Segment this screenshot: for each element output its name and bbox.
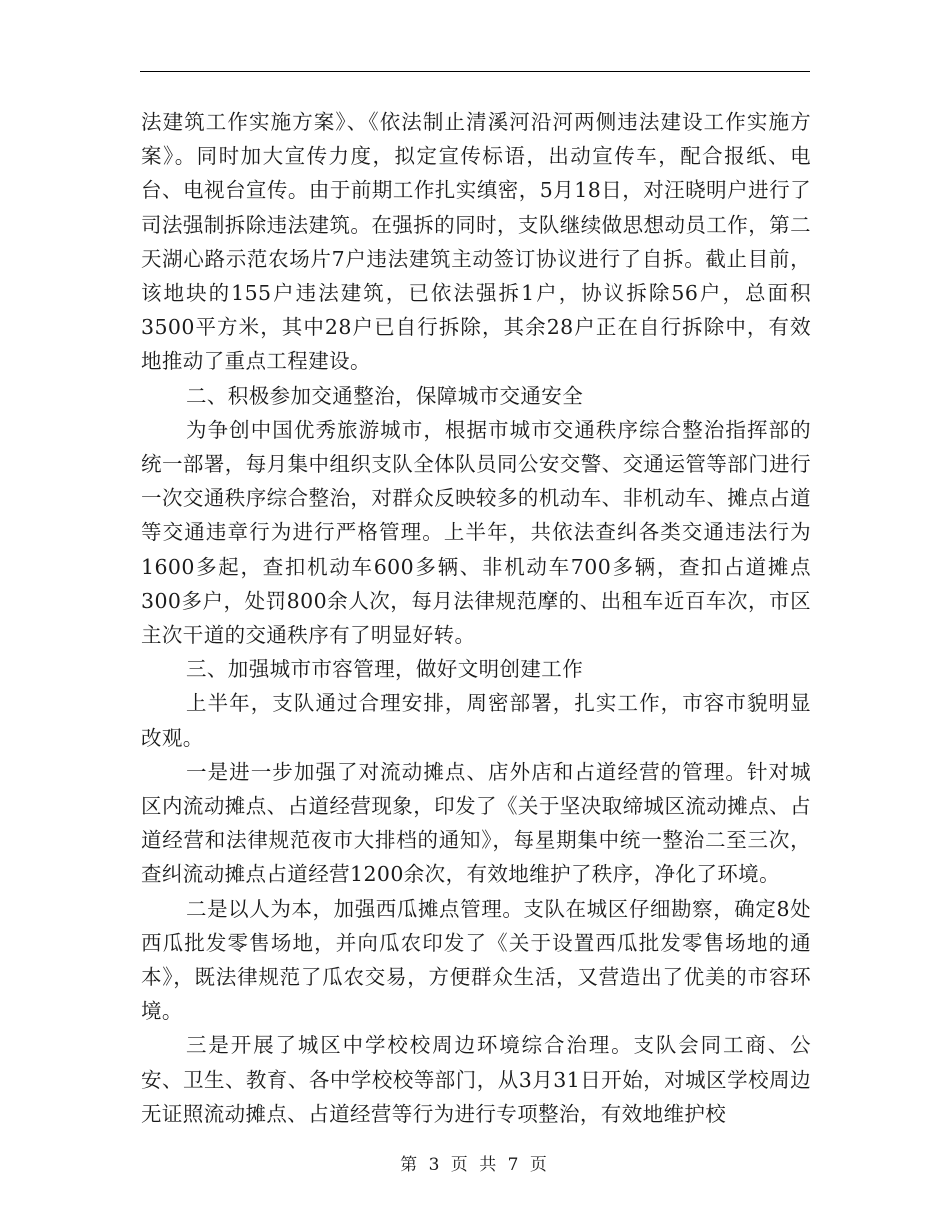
document-body — [141, 105, 811, 1131]
paragraph-school-surroundings: 三是开展了城区中学校校周边环境综合治理。支队会同工商、公安、卫生、教育、各中学校校等部门，从3月31日开始，对城区学校周边无证照流动摊点、占道经营等行为进行专项整治，有效地维护校 — [141, 1033, 811, 1126]
section-heading-traffic: 二、积极参加交通整治，保障城市交通安全 — [186, 383, 584, 408]
paragraph-traffic: 为争创中国优秀旅游城市，根据市城市交通秩序综合整治指挥部的统一部署，每月集中组织支队全体队员同公安交警、交通运管等部门进行一次交通秩序综合整治，对群众反映较多的机动车、非机动车、摊点占道等交通违章行为进行严格管理。上半年，共依法查纠各类交通违法行为1600多起，查扣机动车600多辆、非机动车700多辆，查扣占道摊点300多户，处罚800余人次，每月法律规范摩的、出租车近百车次，市区主次干道的交通秩序有了明显好转。 — [141, 417, 811, 648]
page-footer — [0, 1150, 950, 1175]
header-rule — [140, 71, 810, 72]
paragraph-watermelon-stalls: 二是以人为本，加强西瓜摊点管理。支队在城区仔细勘察，确定8处西瓜批发零售场地，并向瓜农印发了《关于设置西瓜批发零售场地的通本》，既法律规范了瓜农交易，方便群众生活，又营造出了优美的市容环境。 — [141, 896, 811, 1024]
page-number: 第 3 页 共 7 页 — [400, 1155, 550, 1175]
paragraph-cityscape-intro: 上半年，支队通过合理安排，周密部署，扎实工作，市容市貌明显改观。 — [141, 691, 811, 750]
section-heading-cityscape: 三、加强城市市容管理，做好文明创建工作 — [186, 657, 584, 682]
paragraph-mobile-stalls: 一是进一步加强了对流动摊点、店外店和占道经营的管理。针对城区内流动摊点、占道经营现象，印发了《关于坚决取缔城区流动摊点、占道经营和法律规范夜市大排档的通知》，每星期集中统一整治二至三次，查纠流动摊点占道经营1200余次，有效地维护了秩序，净化了环境。 — [141, 759, 811, 887]
paragraph-continuation: 法建筑工作实施方案》、《依法制止清溪河沿河两侧违法建设工作实施方案》。同时加大宣传力度，拟定宣传标语，出动宣传车，配合报纸、电台、电视台宣传。由于前期工作扎实缜密，5月18日，对汪晓明户进行了司法强制拆除违法建筑。在强拆的同时，支队继续做思想动员工作，第二天湖心路示范农场片7户违法建筑主动签订协议进行了自拆。截止目前，该地块的155户违法建筑，已依法强拆1户，协议拆除56户，总面积3500平方米，其中28户已自行拆除，其余28户正在自行拆除中，有效地推动了重点工程建设。 — [141, 110, 811, 374]
